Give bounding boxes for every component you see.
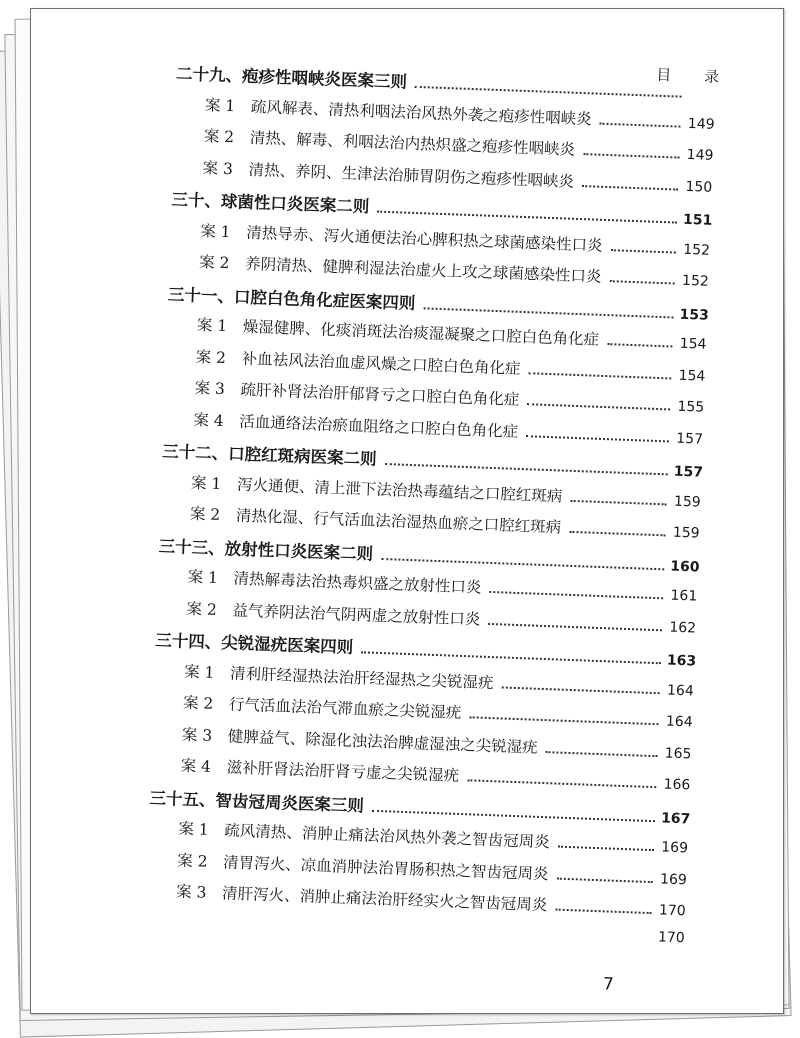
entry-page-number: 165 <box>664 744 692 762</box>
entry-page-number: 149 <box>686 146 714 164</box>
entry-page-number: 157 <box>673 463 704 481</box>
case-number: 案 1 <box>199 221 231 241</box>
case-title: 清热化湿、行气活血法治湿热血瘀之口腔红斑病 <box>235 506 562 537</box>
dot-leader <box>607 343 673 347</box>
case-number: 案 2 <box>176 851 208 871</box>
case-title: 健脾益气、除湿化浊法治脾虚湿浊之尖锐湿疣 <box>227 726 538 757</box>
case-title: 滋补肝肾法治肝肾亏虚之尖锐湿疣 <box>226 758 460 785</box>
entry-page-number: 149 <box>687 115 715 133</box>
dot-leader <box>555 909 651 915</box>
dot-leader <box>501 686 659 694</box>
entry-page-number: 159 <box>672 524 700 542</box>
case-number: 案 1 <box>196 316 228 336</box>
dot-leader <box>467 779 656 788</box>
dot-leader <box>569 531 665 537</box>
dot-leader <box>609 280 675 284</box>
section-title: 三十、球菌性口炎医案二则 <box>171 190 370 217</box>
case-title: 清利肝经湿热法治肝经湿热之尖锐湿疣 <box>229 664 494 692</box>
case-number: 案 3 <box>202 158 234 178</box>
section-title: 三十一、口腔白色角化症医案四则 <box>167 284 416 313</box>
entry-page-number: 164 <box>665 713 693 731</box>
toc-content <box>12 0 800 1026</box>
dot-leader <box>377 211 677 224</box>
entry-page-number: 155 <box>677 398 705 416</box>
case-number: 案 4 <box>180 756 212 776</box>
entry-page-number: 164 <box>666 682 695 699</box>
dot-leader <box>381 557 664 569</box>
entry-page-number: 170 <box>657 928 686 946</box>
section-title: 三十二、口腔红斑病医案二则 <box>161 441 377 469</box>
case-title: 清肝泻火、消肿止痛法治肝经实火之智齿冠周炎 <box>221 884 548 915</box>
entry-page-number: 166 <box>663 776 691 794</box>
case-number: 案 2 <box>189 504 221 525</box>
dot-leader <box>610 249 676 253</box>
case-number: 案 1 <box>183 662 215 682</box>
toc-entry-list <box>144 60 716 961</box>
section-title: 二十九、疱疹性咽峡炎医案三则 <box>175 64 408 92</box>
dot-leader <box>489 591 663 599</box>
toc-page <box>30 8 784 1014</box>
case-title: 活血通络法治瘀血阻络之口腔白色角化症 <box>239 412 519 441</box>
case-number: 案 1 <box>178 819 210 839</box>
case-number: 案 2 <box>182 693 214 713</box>
entry-page-number: 169 <box>659 870 688 888</box>
case-number: 案 3 <box>194 379 226 399</box>
case-title: 疏风清热、消肿止痛法治风热外袭之智齿冠周炎 <box>224 821 550 852</box>
entry-page-number: 162 <box>669 619 697 637</box>
dot-leader <box>556 877 652 883</box>
entry-page-number: 151 <box>682 211 713 229</box>
entry-page-number: 154 <box>679 335 707 353</box>
case-title: 行气活血法治气滞血瘀之尖锐湿疣 <box>228 695 462 722</box>
case-number: 案 2 <box>203 127 235 147</box>
dot-leader <box>557 846 653 852</box>
entry-page-number: 152 <box>682 241 711 259</box>
entry-page-number <box>688 98 716 99</box>
entry-page-number: 163 <box>666 652 697 670</box>
dot-leader <box>528 372 671 379</box>
dot-leader <box>600 122 681 127</box>
dot-leader <box>423 307 673 318</box>
dot-leader <box>488 622 662 630</box>
entry-page-number: 167 <box>660 809 691 827</box>
case-number: 案 1 <box>204 95 236 115</box>
section-title: 三十三、放射性口炎医案二则 <box>158 536 374 564</box>
dot-leader <box>361 651 661 664</box>
entry-page-number: 153 <box>679 306 710 324</box>
case-title: 清热、养阴、生津法治肺胃阴伤之疱疹性咽峡炎 <box>248 160 575 191</box>
case-title: 益气养阴法治气阴两虚之放射性口炎 <box>232 601 481 629</box>
case-number: 案 3 <box>181 725 213 745</box>
case-number: 案 1 <box>187 567 219 587</box>
case-title: 养阴清热、健脾利湿法治虚火上攻之球菌感染性口炎 <box>244 254 602 286</box>
entry-page-number: 161 <box>670 587 698 605</box>
case-title: 清热、解毒、利咽法治内热炽盛之疱疹性咽峡炎 <box>249 128 576 159</box>
entry-page-number: 159 <box>673 493 702 511</box>
case-title: 泻火通便、清上泄下法治热毒蕴结之口腔红斑病 <box>236 475 563 506</box>
case-title: 清热导赤、泻火通便法治心脾积热之球菌感染性口炎 <box>245 223 603 255</box>
dot-leader <box>583 153 679 159</box>
case-title: 疏肝补肾法治肝郁肾亏之口腔白色角化症 <box>240 380 520 409</box>
dot-leader <box>372 809 655 821</box>
dot-leader <box>570 499 666 505</box>
dot-leader <box>526 435 669 442</box>
dot-leader <box>415 86 682 98</box>
section-title: 三十四、尖锐湿疣医案四则 <box>154 630 354 657</box>
case-title: 燥湿健脾、化痰消斑法治痰湿凝聚之口腔白色角化症 <box>242 317 600 349</box>
entry-page-number: 152 <box>681 272 710 290</box>
entry-page-number: 150 <box>685 178 713 196</box>
case-number: 案 3 <box>175 882 207 902</box>
case-number: 案 1 <box>190 473 222 493</box>
case-title: 清胃泻火、凉血消肿法治胃肠积热之智齿冠周炎 <box>222 852 549 883</box>
page-number: 7 <box>602 974 615 995</box>
section-title: 三十五、智齿冠周炎医案三则 <box>149 788 365 815</box>
case-number: 案 2 <box>198 253 230 273</box>
case-title: 补血祛风法治血虚风燥之口腔白色角化症 <box>241 349 521 378</box>
entry-page-number: 154 <box>678 367 706 385</box>
dot-leader <box>582 185 678 191</box>
dot-leader <box>527 403 670 410</box>
running-header: 目 录 <box>656 65 734 87</box>
entry-page-number: 157 <box>676 430 704 448</box>
entry-page-number: 169 <box>661 839 689 857</box>
case-number: 案 2 <box>195 347 227 367</box>
case-number: 案 2 <box>186 599 218 619</box>
dot-leader <box>384 463 667 475</box>
dot-leader <box>469 716 658 725</box>
dot-leader <box>545 751 657 757</box>
case-number: 案 4 <box>193 410 225 430</box>
entry-page-number: 160 <box>670 558 700 576</box>
entry-page-number: 170 <box>658 902 687 920</box>
case-title: 疏风解表、清热利咽法治风热外袭之疱疹性咽峡炎 <box>250 97 593 128</box>
case-title: 清热解毒法治热毒炽盛之放射性口炎 <box>233 569 482 597</box>
